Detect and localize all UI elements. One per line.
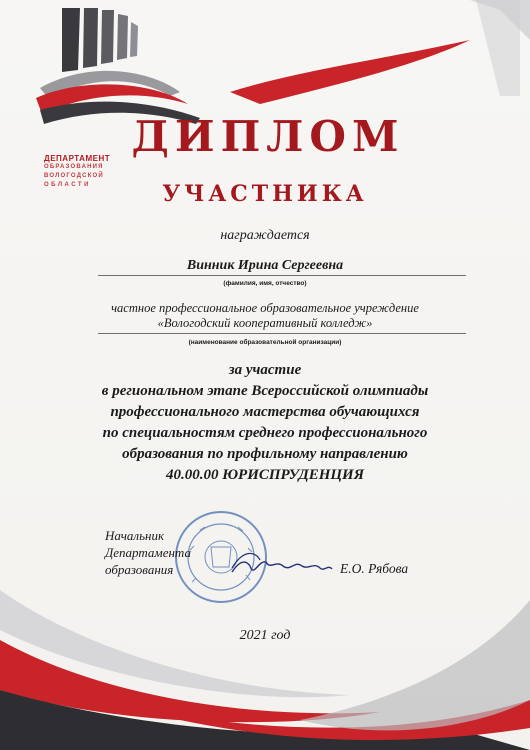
- body-line-3: профессионального мастерства обучающихся: [110, 404, 420, 420]
- logo-line-2: ОБРАЗОВАНИЯ: [44, 164, 104, 170]
- red-swoosh-top: [230, 40, 470, 104]
- bottom-swoosh-decoration: [0, 590, 530, 750]
- organization-line-2: «Вологодский кооперативный колледж»: [157, 316, 373, 330]
- logo-line-1: ДЕПАРТАМЕНТ: [44, 154, 111, 163]
- signatory-position: [105, 527, 191, 578]
- logo-line-4: ОБЛАСТИ: [44, 182, 91, 188]
- recipient-name: Винник Ирина Сергеевна: [186, 258, 344, 273]
- body-line-5: образования по профильному направлению: [122, 446, 408, 462]
- organization-caption: (наименование образовательной организации): [188, 339, 342, 346]
- organization-underline: [98, 333, 466, 334]
- diploma-year: 2021 год: [239, 628, 291, 643]
- body-line-6: 40.00.00 ЮРИСПРУДЕНЦИЯ: [165, 467, 365, 483]
- diploma-subtitle: УЧАСТНИКА: [162, 181, 368, 207]
- diploma-title: ДИПЛОМ: [131, 112, 405, 161]
- signatory-line-2: Департамента: [105, 545, 191, 560]
- body-line-2: в региональном этапе Всероссийской олимпиады: [101, 383, 429, 399]
- body-line-1: за участие: [228, 362, 302, 378]
- signatory-line-1: Начальник: [105, 528, 165, 543]
- body-line-4: по специальностям среднего профессионального: [102, 425, 428, 441]
- name-caption: (фамилия, имя, отчество): [223, 280, 307, 287]
- logo-line-3: ВОЛОГОДСКОЙ: [44, 173, 104, 179]
- signatory-line-3: образования: [105, 562, 174, 577]
- handwritten-signature: [232, 562, 332, 572]
- organization-line-1: частное профессиональное образовательное учреждение: [111, 301, 419, 315]
- signer-name: Е.О. Рябова: [340, 561, 409, 576]
- logo-emblem-icon: [36, 8, 200, 124]
- name-underline: [98, 275, 466, 276]
- awarded-text: награждается: [220, 228, 310, 243]
